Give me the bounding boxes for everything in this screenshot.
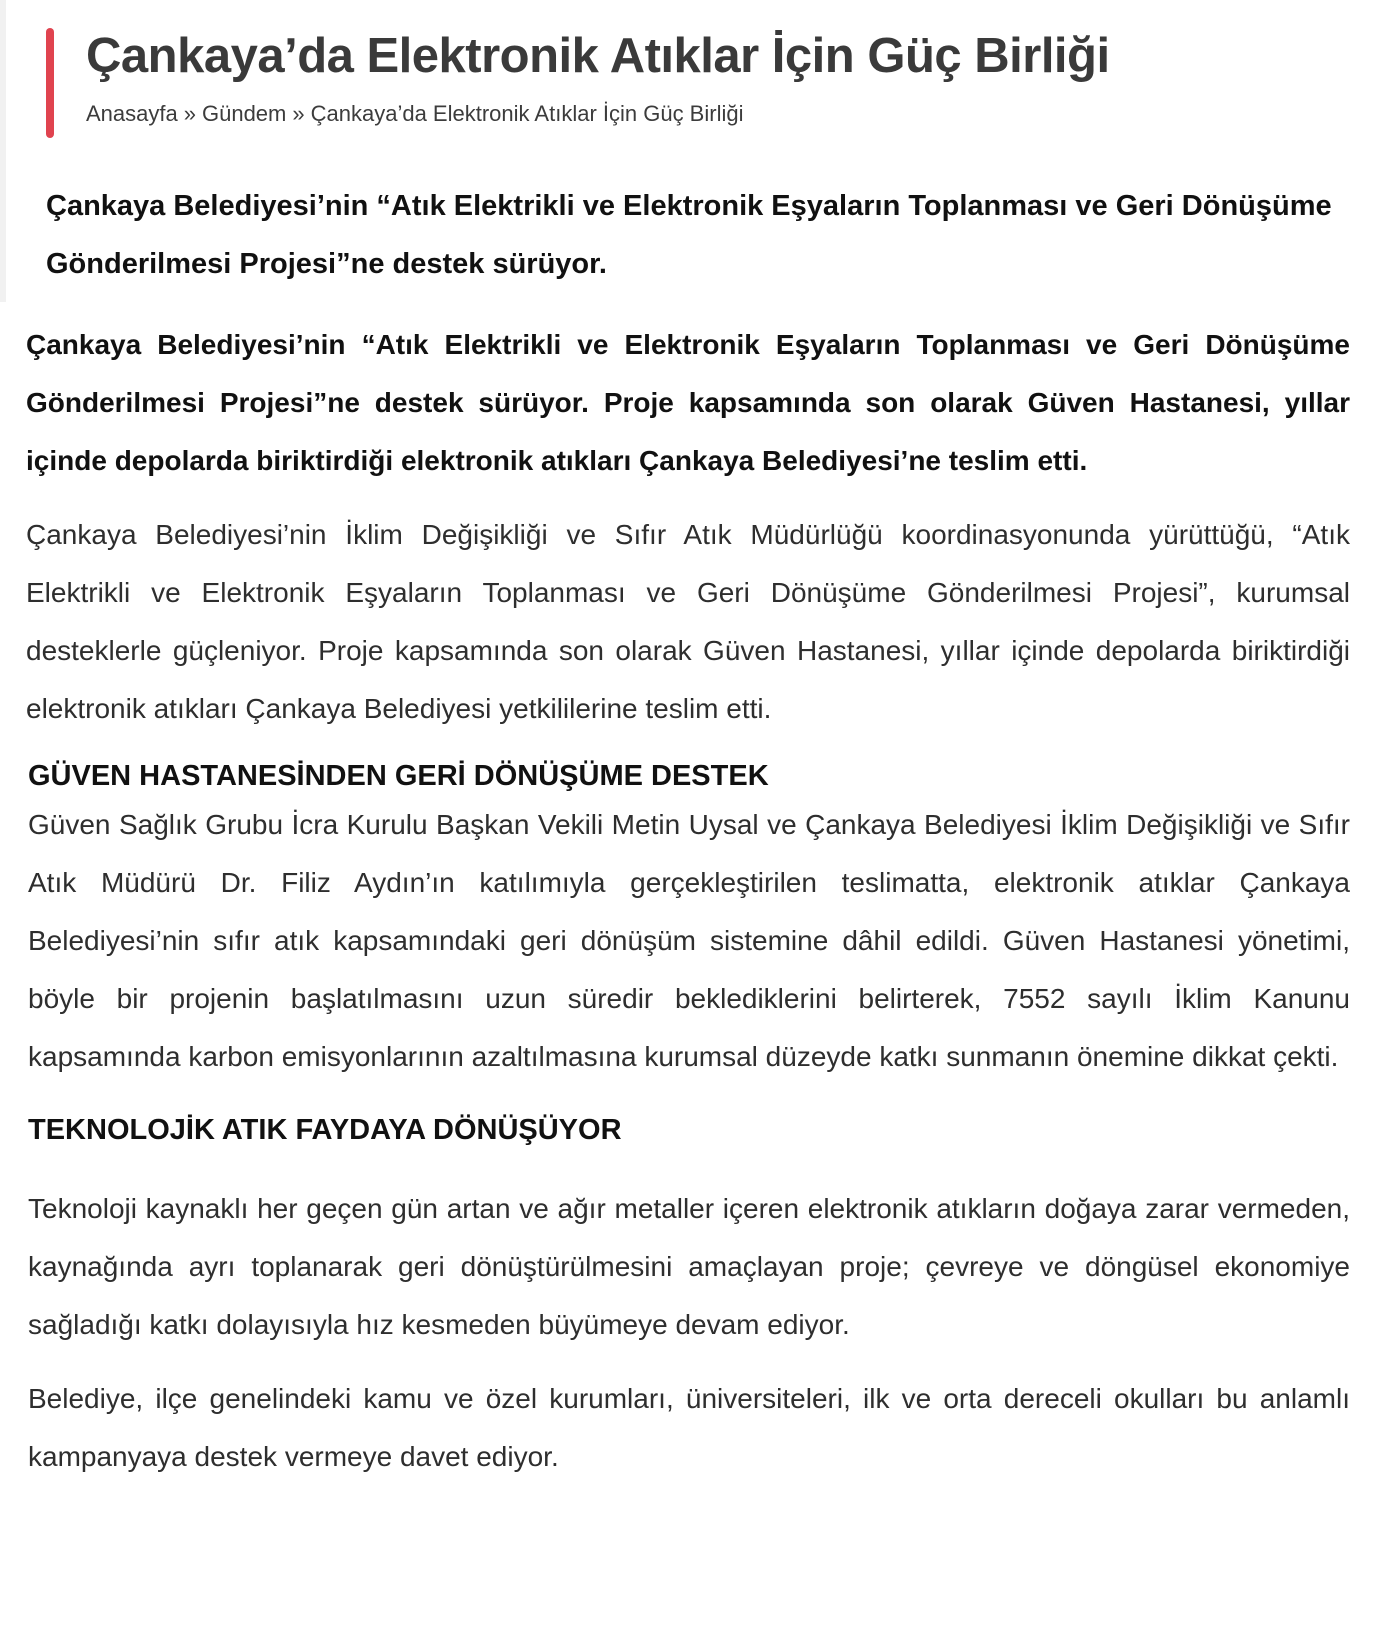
breadcrumb bbox=[86, 101, 743, 127]
article-lead: Çankaya Belediyesi’nin “Atık Elektrikli ve Elektronik Eşyaların Toplanması ve Geri Dönüşüme Gönderilmesi Projesi”ne destek sürüyor. Proje kapsamında son olarak Güven Hastanesi, yıllar içinde depolarda biriktirdiği elektronik atıkları Çankaya Belediyesi’ne teslim etti. bbox=[26, 329, 1350, 476]
article-body bbox=[26, 316, 1350, 1486]
breadcrumb-separator: » bbox=[292, 101, 305, 126]
section-heading: TEKNOLOJİK ATIK FAYDAYA DÖNÜŞÜYOR bbox=[28, 1114, 622, 1146]
article-summary: Çankaya Belediyesi’nin “Atık Elektrikli ve Elektronik Eşyaların Toplanması ve Geri Dönüşüme Gönderilmesi Projesi”ne destek sürüyor. bbox=[46, 190, 1332, 280]
page-title: Çankaya’da Elektronik Atıklar İçin Güç Birliği bbox=[86, 29, 1110, 83]
section-heading: GÜVEN HASTANESİNDEN GERİ DÖNÜŞÜME DESTEK bbox=[28, 760, 769, 792]
breadcrumb-current: Çankaya’da Elektronik Atıklar İçin Güç Birliği bbox=[310, 101, 744, 126]
article-paragraph: Teknoloji kaynaklı her geçen gün artan ve ağır metaller içeren elektronik atıkların doğaya zarar vermeden, kaynağında ayrı toplanarak geri dönüştürülmesini amaçlayan proje; çevreye ve döngüsel ekonomiye sağladığı katkı dolayısıyla hız kesmeden büyümeye devam ediyor. bbox=[28, 1193, 1350, 1340]
article-paragraph: Belediye, ilçe genelindeki kamu ve özel kurumları, üniversiteleri, ilk ve orta dereceli okulları bu anlamlı kampanyaya destek vermeye davet ediyor. bbox=[28, 1383, 1350, 1472]
title-accent-bar bbox=[46, 28, 54, 138]
article-paragraph: Çankaya Belediyesi’nin İklim Değişikliği ve Sıfır Atık Müdürlüğü koordinasyonunda yürüttüğü, “Atık Elektrikli ve Elektronik Eşyaların Toplanması ve Geri Dönüşüme Gönderilmesi Projesi”, kurumsal desteklerle güçleniyor. Proje kapsamında son olarak Güven Hastanesi, yıllar içinde depolarda biriktirdiği elektronik atıkları Çankaya Belediyesi yetkililerine teslim etti. bbox=[26, 519, 1350, 724]
left-shade bbox=[0, 0, 6, 302]
breadcrumb-separator: » bbox=[183, 101, 196, 126]
article-paragraph: Güven Sağlık Grubu İcra Kurulu Başkan Vekili Metin Uysal ve Çankaya Belediyesi İklim Değişikliği ve Sıfır Atık Müdürü Dr. Filiz Aydın’ın katılımıyla gerçekleştirilen teslimatta, elektronik atıklar Çankaya Belediyesi’nin sıfır atık kapsamındaki geri dönüşüm sistemine dâhil edildi. Güven Hastanesi yönetimi, böyle bir projenin başlatılmasını uzun süredir beklediklerini belirterek, 7552 sayılı İklim Kanunu kapsamında karbon emisyonlarının azaltılmasına kurumsal düzeyde katkı sunmanın önemine dikkat çekti. bbox=[28, 809, 1350, 1072]
breadcrumb-home-link[interactable]: Anasayfa bbox=[86, 101, 178, 126]
breadcrumb-category-link[interactable]: Gündem bbox=[201, 101, 287, 126]
